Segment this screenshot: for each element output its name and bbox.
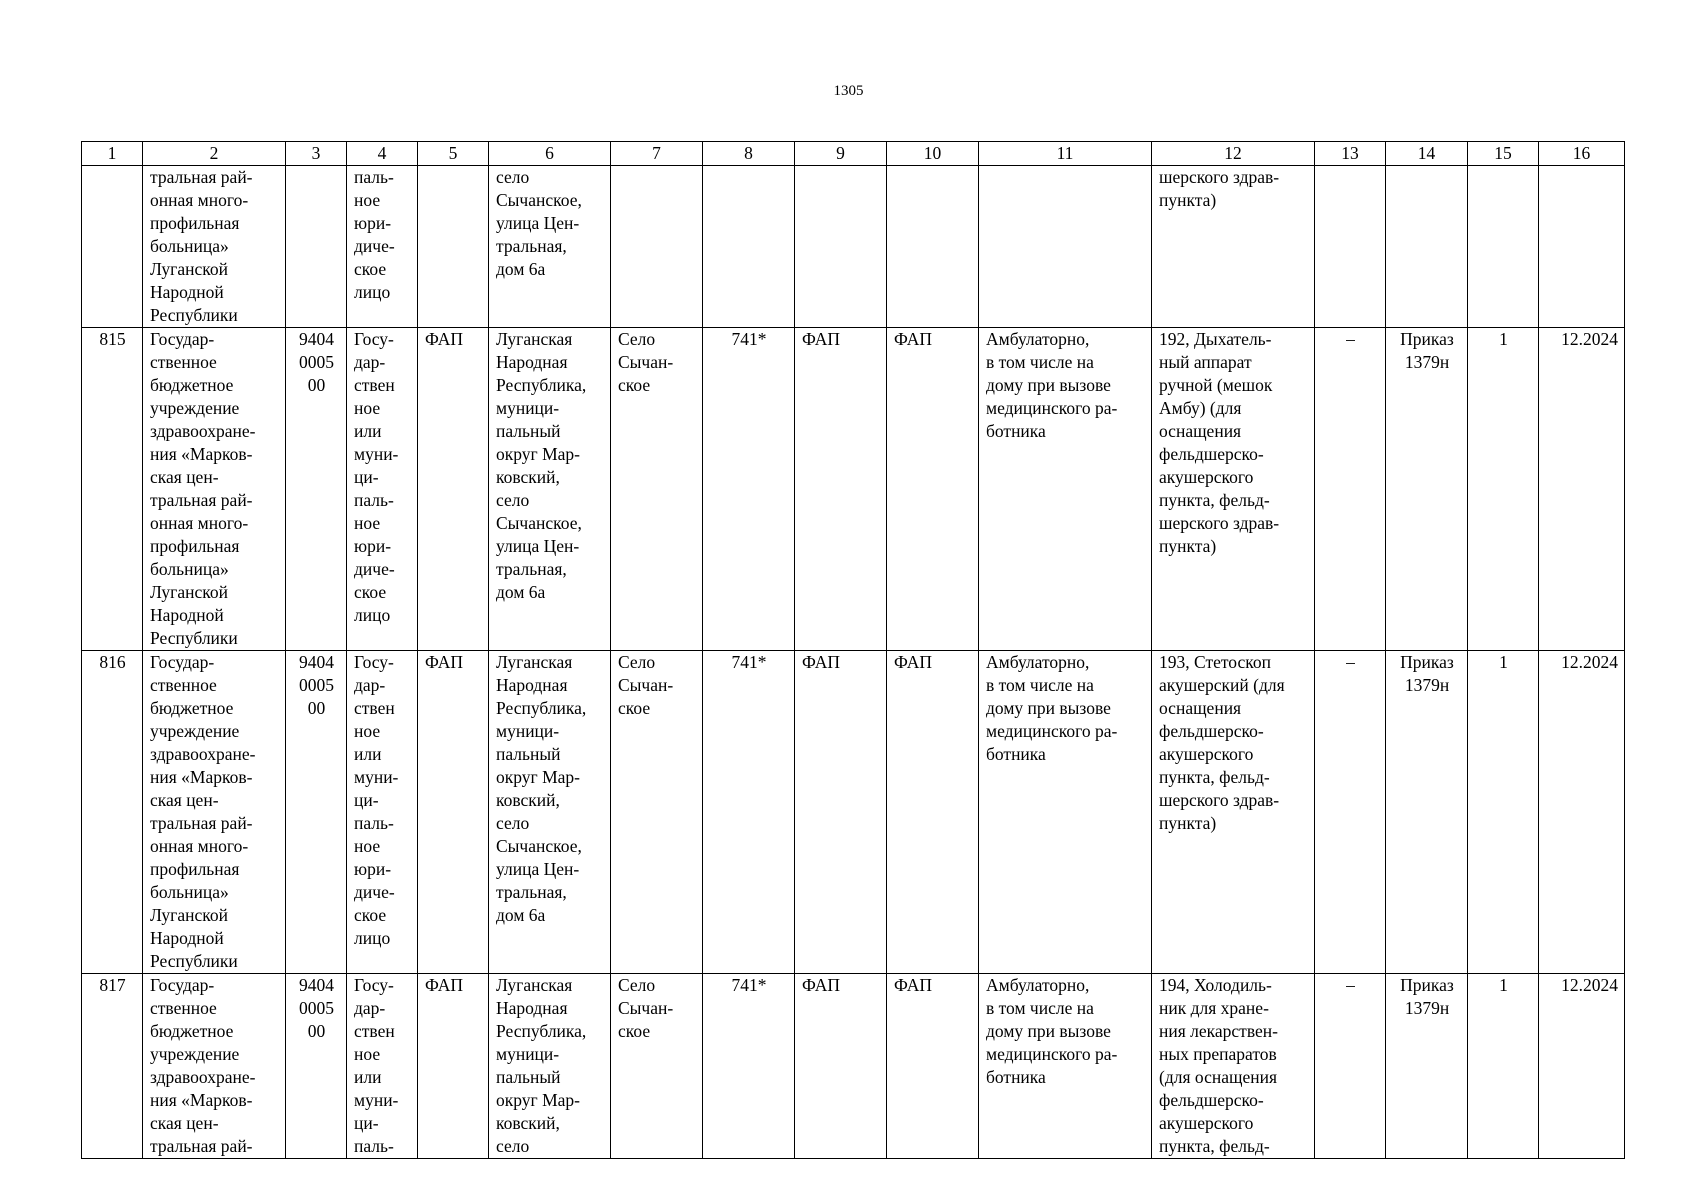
cell-conditions: Амбулаторно, в том числе на дому при вызове медицинского ра- ботника (979, 328, 1152, 651)
cell-conditions: Амбулаторно, в том числе на дому при вызове медицинского ра- ботника (979, 974, 1152, 1159)
cell-quantity: 1 (1468, 974, 1539, 1159)
cell-col10: ФАП (887, 328, 979, 651)
cell-col13: – (1315, 974, 1386, 1159)
cell-col13: – (1315, 651, 1386, 974)
header-cell: 12 (1152, 142, 1315, 166)
header-cell: 3 (286, 142, 347, 166)
cell-locality: Село Сычан- ское (611, 328, 703, 651)
cell-type: ФАП (418, 651, 489, 974)
cell-equipment: 194, Холодиль- ник для хране- ния лекарствен- ных препаратов (для оснащения фельдшерско- акушерского пункта, фельд- (1152, 974, 1315, 1159)
cell-legal-form: Госу- дар- ствен ное или муни- ци- паль- (347, 974, 418, 1159)
cell-date: 12.2024 (1539, 651, 1625, 974)
header-cell: 5 (418, 142, 489, 166)
cell-locality: Село Сычан- ское (611, 651, 703, 974)
cell-quantity: 1 (1468, 328, 1539, 651)
cell-col8: 741* (703, 328, 795, 651)
cell-quantity: 1 (1468, 651, 1539, 974)
cell-organization: Государ- ственное бюджетное учреждение здравоохране- ния «Марков- ская цен- тральная рай- (143, 974, 286, 1159)
cell-order: Приказ 1379н (1386, 974, 1468, 1159)
header-cell: 6 (489, 142, 611, 166)
cell-conditions (979, 166, 1152, 328)
cell-organization: тральная рай- онная много- профильная больница» Луганской Народной Республики (143, 166, 286, 328)
continuation-row (82, 166, 1625, 328)
cell-legal-form: Госу- дар- ствен ное или муни- ци- паль- ное юри- диче- ское лицо (347, 651, 418, 974)
registry-table (81, 141, 1625, 1159)
cell-col8: 741* (703, 651, 795, 974)
header-cell: 1 (82, 142, 143, 166)
header-cell: 14 (1386, 142, 1468, 166)
cell-code: 9404 0005 00 (286, 328, 347, 651)
header-cell: 8 (703, 142, 795, 166)
header-cell: 2 (143, 142, 286, 166)
cell-organization: Государ- ственное бюджетное учреждение здравоохране- ния «Марков- ская цен- тральная рай- онная много- профильная больница» Луганской Народной Республики (143, 328, 286, 651)
cell-order (1386, 166, 1468, 328)
table-row (82, 328, 1625, 651)
cell-code: 9404 0005 00 (286, 974, 347, 1159)
cell-col10: ФАП (887, 651, 979, 974)
cell-locality: Село Сычан- ское (611, 974, 703, 1159)
cell-code: 9404 0005 00 (286, 651, 347, 974)
header-cell: 15 (1468, 142, 1539, 166)
cell-col13: – (1315, 328, 1386, 651)
header-cell: 9 (795, 142, 887, 166)
cell-date: 12.2024 (1539, 974, 1625, 1159)
cell-conditions: Амбулаторно, в том числе на дому при вызове медицинского ра- ботника (979, 651, 1152, 974)
cell-col9: ФАП (795, 651, 887, 974)
page-number: 1305 (833, 83, 864, 99)
cell-address: село Сычанское, улица Цен- тральная, дом 6а (489, 166, 611, 328)
cell-address: Луганская Народная Республика, муници- пальный округ Мар- ковский, село (489, 974, 611, 1159)
cell-number: 816 (82, 651, 143, 974)
header-cell: 11 (979, 142, 1152, 166)
header-cell: 7 (611, 142, 703, 166)
cell-col8 (703, 166, 795, 328)
cell-legal-form: паль- ное юри- диче- ское лицо (347, 166, 418, 328)
cell-type: ФАП (418, 974, 489, 1159)
cell-organization: Государ- ственное бюджетное учреждение здравоохране- ния «Марков- ская цен- тральная рай- онная много- профильная больница» Луганской Народной Республики (143, 651, 286, 974)
cell-col9: ФАП (795, 974, 887, 1159)
cell-address: Луганская Народная Республика, муници- пальный округ Мар- ковский, село Сычанское, улица Цен- тральная, дом 6а (489, 651, 611, 974)
cell-col8: 741* (703, 974, 795, 1159)
cell-number: 815 (82, 328, 143, 651)
cell-date (1539, 166, 1625, 328)
cell-number: 817 (82, 974, 143, 1159)
cell-locality (611, 166, 703, 328)
header-row (82, 142, 1625, 166)
cell-type: ФАП (418, 328, 489, 651)
cell-col9: ФАП (795, 328, 887, 651)
cell-col10 (887, 166, 979, 328)
cell-col9 (795, 166, 887, 328)
header-cell: 16 (1539, 142, 1625, 166)
cell-legal-form: Госу- дар- ствен ное или муни- ци- паль- ное юри- диче- ское лицо (347, 328, 418, 651)
cell-order: Приказ 1379н (1386, 651, 1468, 974)
cell-order: Приказ 1379н (1386, 328, 1468, 651)
cell-equipment: 192, Дыхатель- ный аппарат ручной (мешок Амбу) (для оснащения фельдшерско- акушерского пункта, фельд- шерского здрав- пункта) (1152, 328, 1315, 651)
cell-quantity (1468, 166, 1539, 328)
cell-col13 (1315, 166, 1386, 328)
header-cell: 4 (347, 142, 418, 166)
cell-type (418, 166, 489, 328)
cell-code (286, 166, 347, 328)
table-row (82, 651, 1625, 974)
table-row (82, 974, 1625, 1159)
cell-date: 12.2024 (1539, 328, 1625, 651)
cell-address: Луганская Народная Республика, муници- пальный округ Мар- ковский, село Сычанское, улица Цен- тральная, дом 6а (489, 328, 611, 651)
header-cell: 13 (1315, 142, 1386, 166)
cell-col10: ФАП (887, 974, 979, 1159)
cell-equipment: шерского здрав- пункта) (1152, 166, 1315, 328)
header-cell: 10 (887, 142, 979, 166)
cell-number (82, 166, 143, 328)
cell-equipment: 193, Стетоскоп акушерский (для оснащения фельдшерско- акушерского пункта, фельд- шерского здрав- пункта) (1152, 651, 1315, 974)
